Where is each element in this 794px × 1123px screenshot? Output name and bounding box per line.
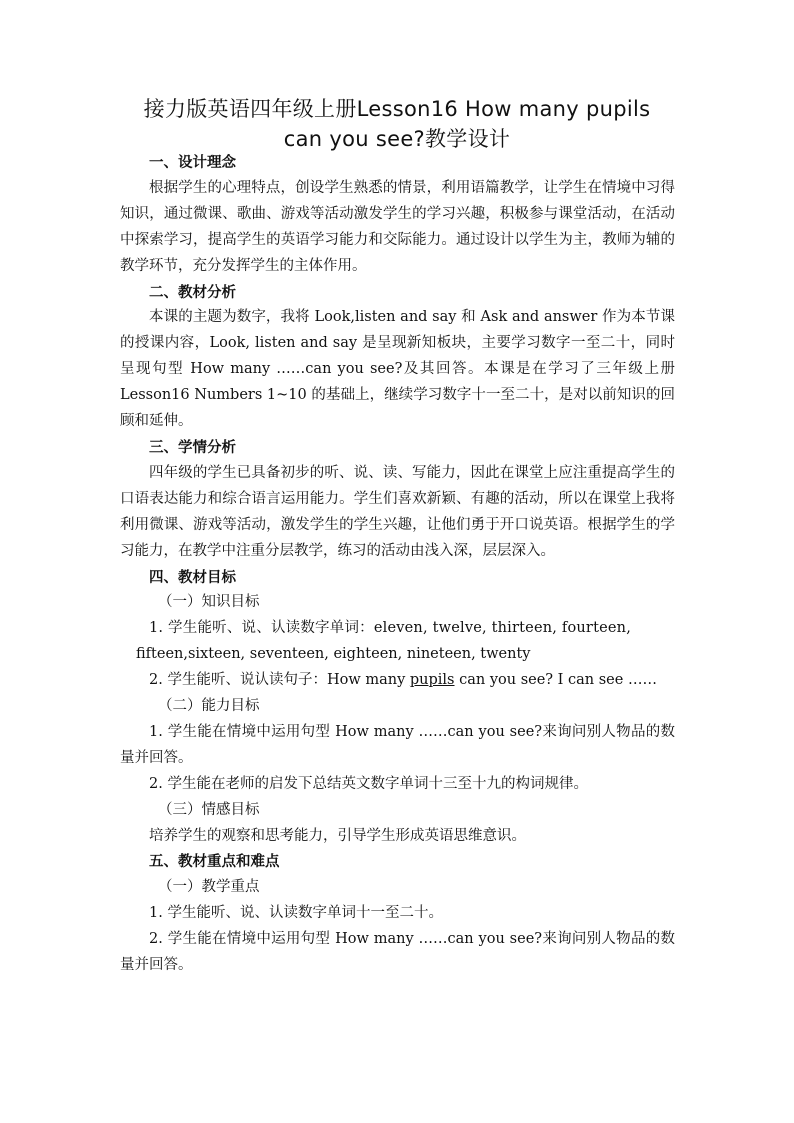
section-heading-key-points: 五、教材重点和难点	[149, 853, 280, 871]
knowledge-item-1-line-2: fifteen,sixteen, seventeen, eighteen, nineteen, twenty	[136, 646, 531, 663]
document-body	[120, 150, 675, 979]
emotional-objective-paragraph: 培养学生的观察和思考能力，引导学生形成英语思维意识。	[149, 827, 526, 844]
knowledge-item-2	[120, 668, 675, 694]
subheading-teaching-focus: （一）教学重点	[158, 879, 260, 896]
section-heading-objectives: 四、教材目标	[149, 568, 236, 586]
title-line-2: can you see?教学设计	[283, 127, 511, 151]
teaching-focus-item-1: 1. 学生能听、说、认读数字单词十一至二十。	[149, 905, 443, 922]
teaching-focus-item-2: 2. 学生能在情境中运用句型 How many ……can you see?来询问别人物品的数量并回答。	[120, 931, 675, 974]
title-line-1: 接力版英语四年级上册Lesson16 How many pupils	[143, 97, 651, 121]
knowledge-item-2-suffix: can you see? I can see ……	[454, 672, 657, 689]
section-heading-material-analysis: 二、教材分析	[149, 283, 236, 301]
ability-item-1: 1. 学生能在情境中运用句型 How many ……can you see?来询问别人物品的数量并回答。	[120, 723, 675, 766]
knowledge-item-1-line-1: 1. 学生能听、说、认读数字单词：eleven, twelve, thirteen, fourteen,	[149, 620, 632, 637]
knowledge-item-2-prefix: 2. 学生能听、说认读句子：How many	[149, 672, 410, 689]
subheading-knowledge-objectives: （一）知识目标	[158, 594, 260, 611]
section-heading-learner-analysis: 三、学情分析	[149, 438, 236, 456]
ability-item-2: 2. 学生能在老师的启发下总结英文数字单词十三至十九的构词规律。	[149, 775, 588, 792]
learner-analysis-paragraph: 四年级的学生已具备初步的听、说、读、写能力，因此在课堂上应注重提高学生的口语表达能力和综合语言运用能力。学生们喜欢新颖、有趣的活动，所以在课堂上我将利用微课、游戏等活动，激发学生的学生兴趣，让他们勇于开口说英语。根据学生的学习能力，在教学中注重分层教学，练习的活动由浅入深，层层深入。	[120, 464, 675, 559]
knowledge-item-2-underlined-word: pupils	[409, 672, 455, 689]
subheading-ability-objectives: （二）能力目标	[158, 698, 260, 715]
design-concept-paragraph: 根据学生的心理特点，创设学生熟悉的情景，利用语篇教学，让学生在情境中习得知识，通过微课、歌曲、游戏等活动激发学生的学习兴趣，积极参与课堂活动，在活动中探索学习，提高学生的英语学习能力和交际能力。通过设计以学生为主，教师为辅的教学环节，充分发挥学生的主体作用。	[120, 179, 675, 274]
material-analysis-paragraph: 本课的主题为数字，我将 Look,listen and say 和 Ask and answer 作为本节课的授课内容，Look, listen and say 是呈现新知板块，主要学习数字一至二十，同时呈现句型 How many ……can you see?及其回答。本课是在学习了三年级上册 Lesson16 Numbers 1~10 的基础上，继续学习数字十一至二十，是对以前知识的回顾和延伸。	[120, 309, 675, 430]
section-heading-design-concept: 一、设计理念	[149, 154, 236, 171]
subheading-emotional-objectives: （三）情感目标	[158, 801, 260, 818]
